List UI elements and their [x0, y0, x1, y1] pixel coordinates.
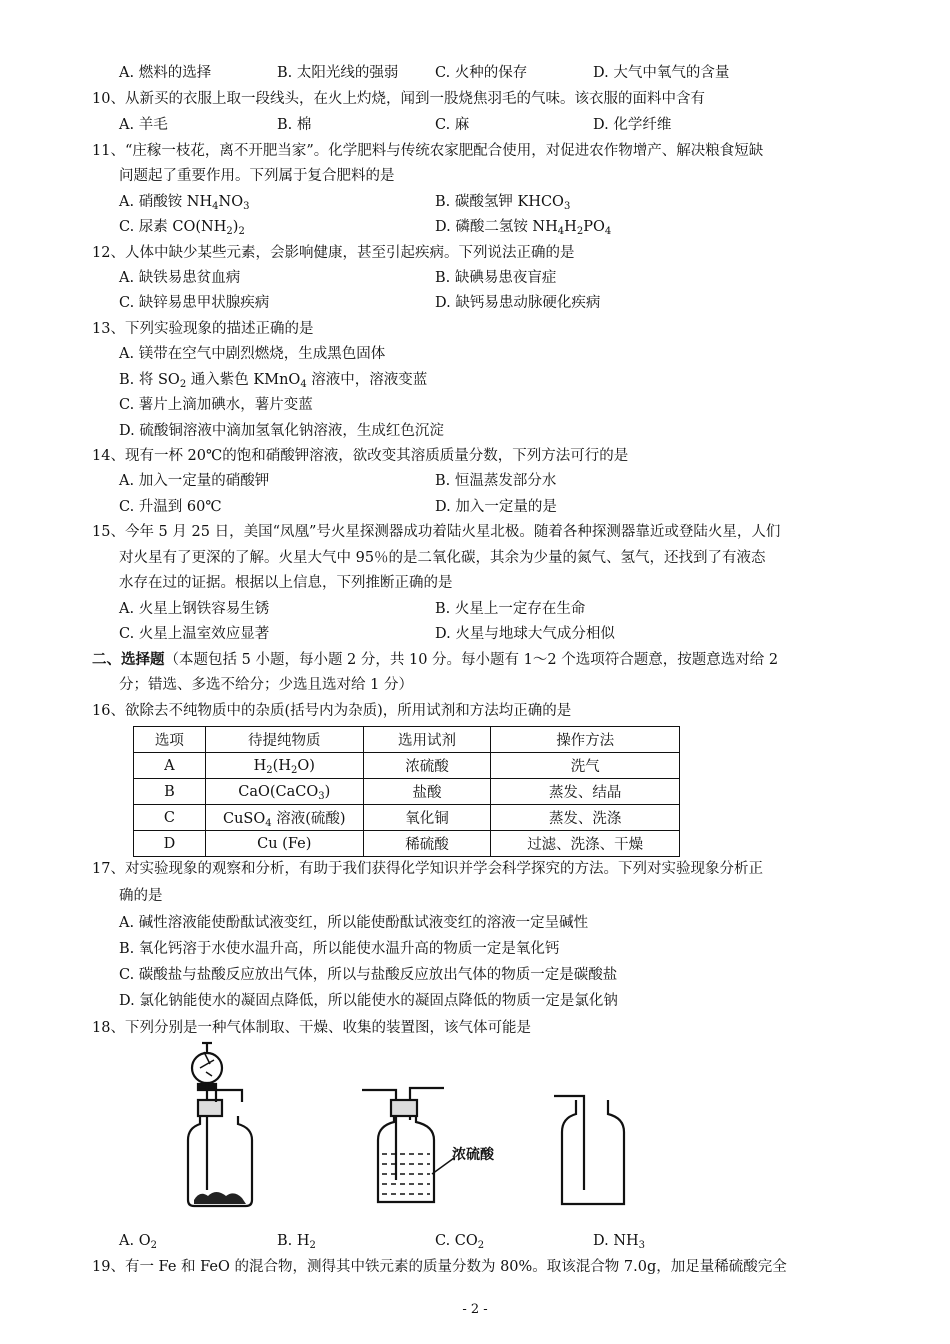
q18-option-c: C. $CO_2$	[435, 1233, 485, 1251]
collection-bottle-apparatus	[550, 1092, 634, 1210]
q16-stem: 16、欲除去不纯物质中的杂质(括号内为杂质)，所用试剂和方法均正确的是	[92, 703, 572, 719]
q14-options-cd	[119, 494, 862, 520]
q11-options-cd	[119, 214, 862, 240]
q12-option-a: A. 缺铁易患贫血病	[119, 270, 241, 286]
q15-options-ab	[119, 596, 862, 622]
table-cell-option: D	[134, 831, 206, 857]
q11-stem-2: 问题起了重要作用。下列属于复合肥料的是	[119, 168, 395, 184]
q15-option-b: B. 火星上一定存在生命	[435, 601, 586, 617]
q15-option-a: A. 火星上钢铁容易生锈	[119, 601, 270, 617]
q11-option-d: D. 磷酸二氢铵 $NH_4H_2PO_4$	[435, 219, 612, 237]
q17-option-b: B. 氧化钙溶于水使水温升高，所以能使水温升高的物质一定是氧化钙	[119, 941, 560, 957]
q18-stem: 18、下列分别是一种气体制取、干燥、收集的装置图，该气体可能是	[92, 1020, 531, 1036]
q17-stem-1: 17、对实验现象的观察和分析，有助于我们获得化学知识并学会科学探究的方法。下列对实验现象分析正	[92, 861, 763, 877]
table-row	[134, 805, 680, 831]
q13-option-b: B. 将 $SO_2$ 通入紫色 KMnO$_4$ 溶液中，溶液变蓝	[119, 372, 428, 390]
q10-option-d: D. 化学纤维	[593, 117, 672, 133]
table-row	[134, 753, 680, 779]
table-cell-reagent: 氧化铜	[363, 805, 491, 831]
q15-stem-1: 15、今年 5 月 25 日，美国“凤凰”号火星探测器成功着陆火星北极。随着各种探测器靠近或登陆火星，人们	[92, 524, 781, 540]
q15-options-cd	[119, 621, 862, 647]
q11-stem-1: 11、“庄稼一枝花，离不开肥当家”。化学肥料与传统农家肥配合使用，对促进农作物增产、解决粮食短缺	[92, 143, 764, 159]
q17-option-c: C. 碳酸盐与盐酸反应放出气体，所以与盐酸反应放出气体的物质一定是碳酸盐	[119, 967, 618, 983]
q19-stem: 19、有一 Fe 和 FeO 的混合物，测得其中铁元素的质量分数为 80%。取该混合物 7.0g，加足量稀硫酸完全	[92, 1259, 787, 1275]
table-header-cell: 选项	[134, 727, 206, 753]
q9-option-a: A. 燃料的选择	[119, 65, 212, 81]
q17-option-d: D. 氯化钠能使水的凝固点降低，所以能使水的凝固点降低的物质一定是氯化钠	[119, 993, 618, 1009]
table-cell-reagent: 浓硫酸	[363, 753, 491, 779]
q13-option-d: D. 硫酸铜溶液中滴加氢氧化钠溶液，生成红色沉淀	[119, 423, 444, 439]
q11-option-b: B. 碳酸氢钾 $KHCO_3$	[435, 194, 571, 212]
q14-option-b: B. 恒温蒸发部分水	[435, 473, 557, 489]
q9-option-d: D. 大气中氧气的含量	[593, 65, 730, 81]
q11-option-a: A. 硝酸铵 $NH_4NO_3$	[119, 194, 250, 212]
q10-option-a: A. 羊毛	[119, 117, 168, 133]
table-cell-option: C	[134, 805, 206, 831]
q12-options-cd	[119, 290, 862, 316]
table-cell-reagent: 盐酸	[363, 779, 491, 805]
q17-option-a: A. 碱性溶液能使酚酞试液变红，所以能使酚酞试液变红的溶液一定呈碱性	[119, 915, 589, 931]
q14-options-ab	[119, 468, 862, 494]
drying-bottle-apparatus	[358, 1084, 518, 1208]
q9-option-b: B. 太阳光线的强弱	[277, 65, 399, 81]
table-row	[134, 831, 680, 857]
table-cell-substance: CaO(CaCO$_3$)	[205, 779, 363, 805]
q12-option-d: D. 缺钙易患动脉硬化疾病	[435, 295, 601, 311]
q13-option-a: A. 镁带在空气中剧烈燃烧，生成黑色固体	[119, 346, 386, 362]
q18-option-a: A. $O_2$	[119, 1233, 157, 1251]
table-cell-substance: CuSO$_4$ 溶液(硫酸)	[205, 805, 363, 831]
q18-option-b: B. $H_2$	[277, 1233, 316, 1251]
q15-stem-3: 水存在过的证据。根据以上信息，下列推断正确的是	[119, 575, 453, 591]
table-cell-substance: Cu (Fe)	[205, 831, 363, 857]
q14-stem: 14、现有一杯 20℃的饱和硝酸钾溶液，欲改变其溶质质量分数，下列方法可行的是	[92, 448, 629, 464]
q14-option-c: C. 升温到 60℃	[119, 499, 222, 515]
table-cell-option: B	[134, 779, 206, 805]
q15-option-d: D. 火星与地球大气成分相似	[435, 626, 615, 642]
q10-options	[119, 112, 862, 138]
q18-options	[119, 1228, 862, 1254]
table-cell-substance: $H_2(H_2O)$	[205, 753, 363, 779]
q14-option-d: D. 加入一定量的是	[435, 499, 557, 515]
q10-option-b: B. 棉	[277, 117, 312, 133]
table-cell-method: 洗气	[491, 753, 680, 779]
table-cell-option: A	[134, 753, 206, 779]
table-header-cell: 选用试剂	[363, 727, 491, 753]
q13-option-c: C. 薯片上滴加碘水，薯片变蓝	[119, 397, 313, 413]
section2-heading	[92, 647, 862, 673]
q12-options-ab	[119, 265, 862, 291]
q10-stem: 10、从新买的衣服上取一段线头，在火上灼烧，闻到一股烧焦羽毛的气味。该衣服的面料中含有	[92, 91, 705, 107]
q10-option-c: C. 麻	[435, 117, 470, 133]
page-number: - 2 -	[462, 1302, 488, 1317]
gas-generator-apparatus	[176, 1040, 268, 1212]
q12-stem: 12、人体中缺少某些元素，会影响健康，甚至引起疾病。下列说法正确的是	[92, 245, 575, 261]
q9-options	[119, 60, 862, 86]
section2-title: 二、选择题	[92, 651, 165, 668]
table-header-row	[134, 727, 680, 753]
section2-desc-1: （本题包括 5 小题，每小题 2 分，共 10 分。每小题有 1～2 个选项符合题意，按题意选对给 2	[164, 652, 779, 668]
q14-option-a: A. 加入一定量的硝酸钾	[119, 473, 270, 489]
q15-stem-2: 对火星有了更深的了解。火星大气中 95％的是二氧化碳，其余为少量的氮气、氢气，还找到了有液态	[119, 550, 766, 566]
q13-stem: 13、下列实验现象的描述正确的是	[92, 321, 314, 337]
table-header-cell: 待提纯物质	[205, 727, 363, 753]
q9-option-c: C. 火种的保存	[435, 65, 528, 81]
q11-option-c: C. 尿素 $CO(NH_2)_2$	[119, 219, 245, 237]
table-cell-method: 蒸发、结晶	[491, 779, 680, 805]
table-cell-method: 过滤、洗涤、干燥	[491, 831, 680, 857]
table-row	[134, 779, 680, 805]
q11-options-ab	[119, 189, 862, 215]
q17-stem-2: 确的是	[119, 888, 163, 904]
acid-label: 浓硫酸	[452, 1147, 494, 1163]
table-cell-reagent: 稀硫酸	[363, 831, 491, 857]
section2-desc-2: 分；错选、多选不给分；少选且选对给 1 分）	[119, 677, 413, 693]
q16-table	[133, 726, 680, 857]
q18-option-d: D. $NH_3$	[593, 1233, 646, 1251]
q12-option-c: C. 缺锌易患甲状腺疾病	[119, 295, 270, 311]
q15-option-c: C. 火星上温室效应显著	[119, 626, 270, 642]
table-cell-method: 蒸发、洗涤	[491, 805, 680, 831]
q12-option-b: B. 缺碘易患夜盲症	[435, 270, 557, 286]
table-header-cell: 操作方法	[491, 727, 680, 753]
